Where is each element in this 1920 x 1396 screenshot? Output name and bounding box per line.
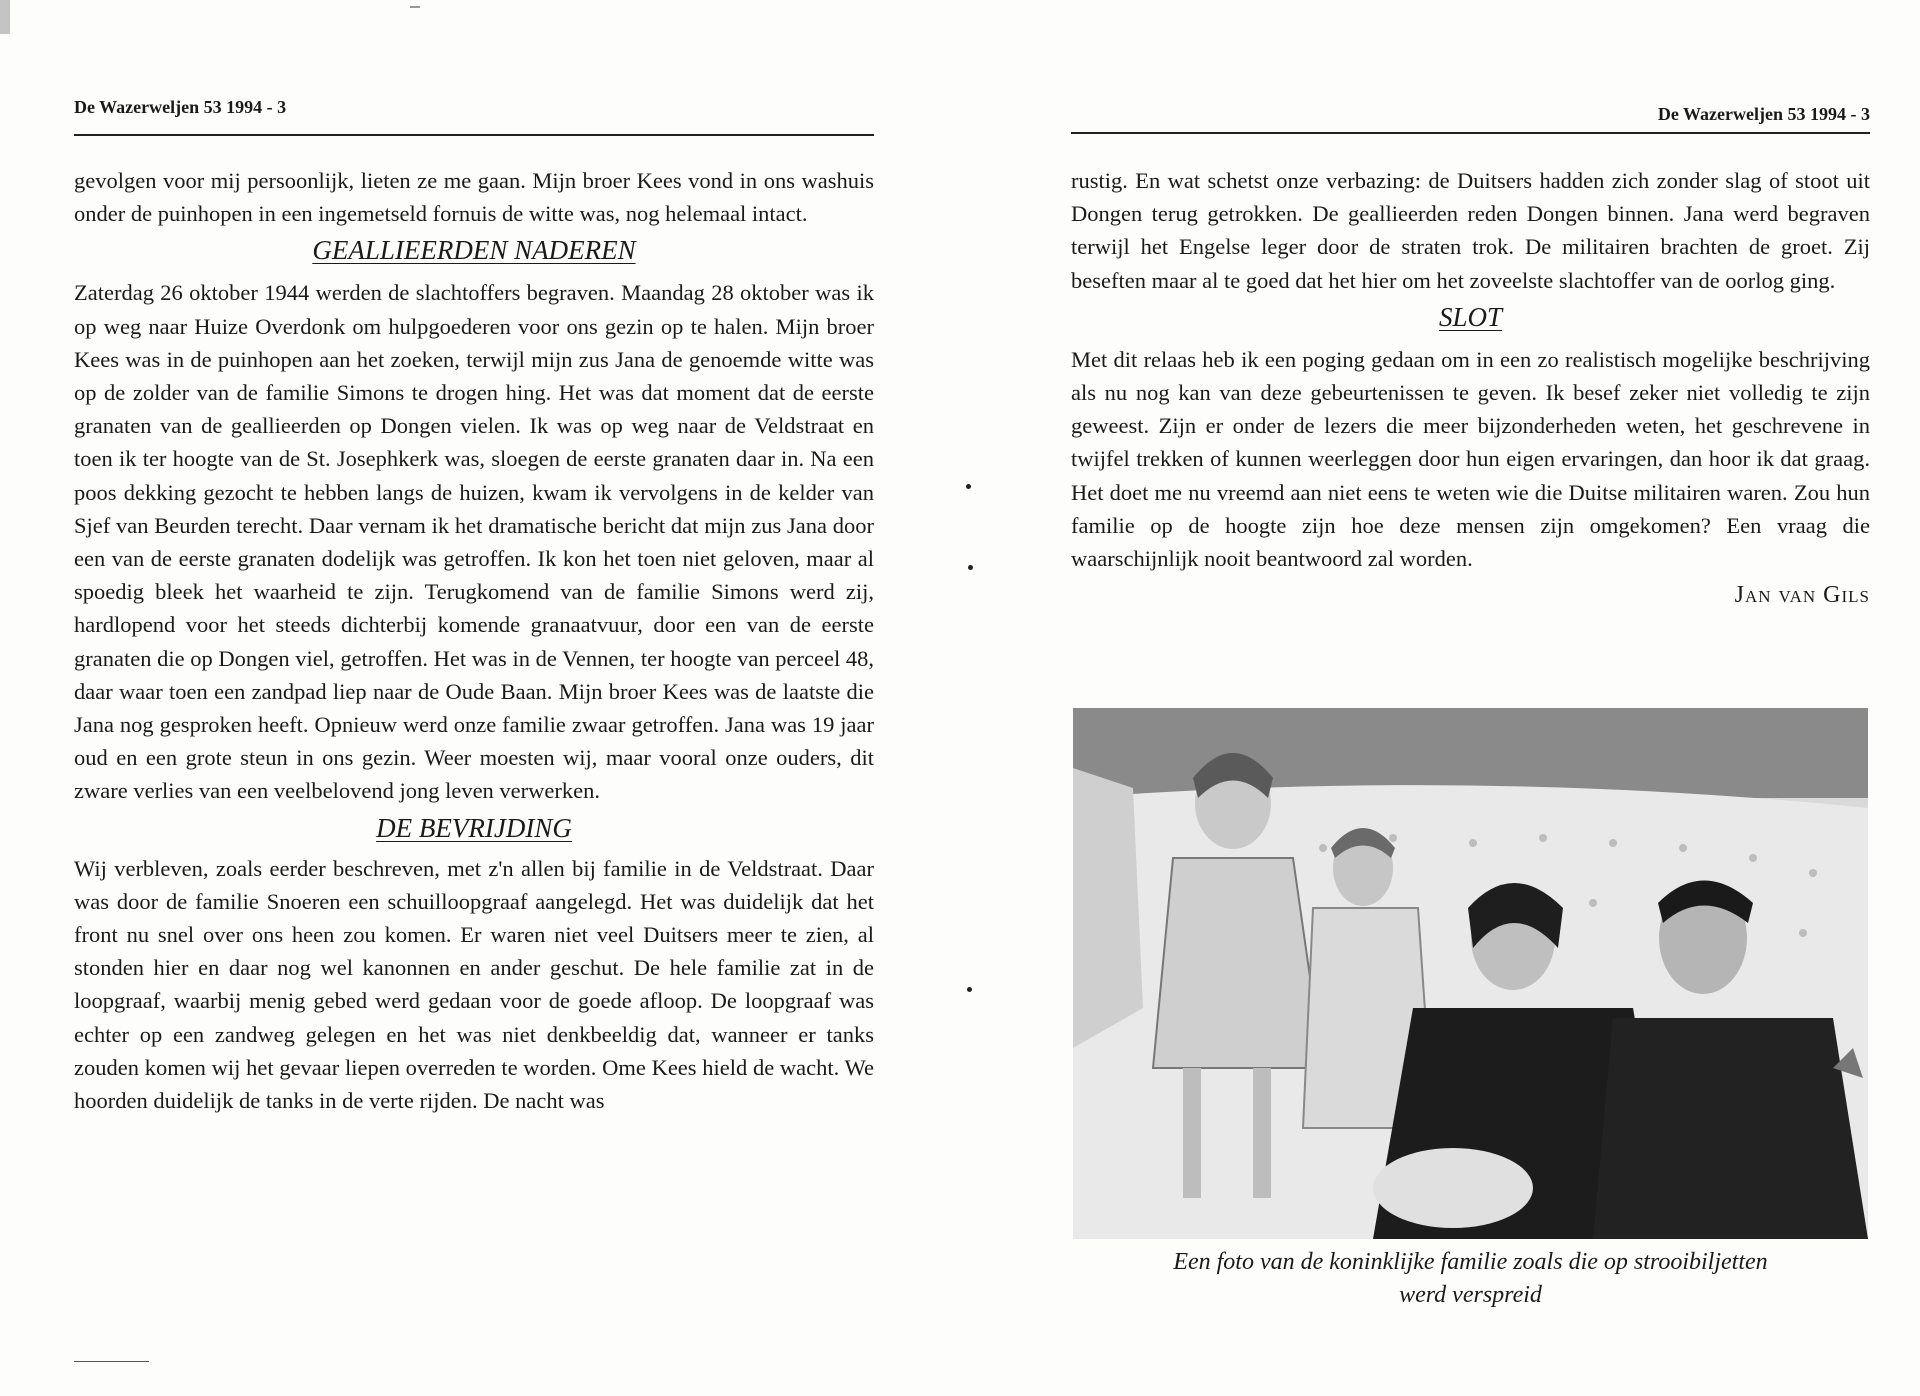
caption-line-1: Een foto van de koninklijke familie zoals die op strooibiljetten [1173, 1249, 1768, 1275]
body-slot: Met dit relaas heb ik een poging gedaan om in een zo realistisch mogelijke beschrijving als nu nog kan van deze gebeurtenissen te geven. Ik besef zeker niet volledig te zijn geweest. Zijn er onder de lezers die meer bijzonderheden weten, het geschrevene in twijfel trekken of kunnen weerleggen door hun eigen ervaringen, dan hoor ik dat graag. Het doet me nu vreemd aan niet eens te weten wie die Duitse militairen waren. Zou hun familie op de hoogte zijn hoe deze mensen zijn omgekomen? Een vraag die waarschijnlijk nooit beantwoord zal worden. [1071, 346, 1870, 572]
right-intro-paragraph: rustig. En wat schetst onze verbazing: de Duitsers hadden zich zonder slag of stoot uit Dongen terug getrokken. De geallieerden reden Dongen binnen. Jana werd begraven terwijl het Engelse leger door de straten trok. De militairen brachten de groet. Zij beseften maar al te goed dat het hier om het zoveelste slachtoffer van de oorlog ging. [1071, 168, 1870, 293]
photo-caption [1071, 1246, 1870, 1312]
heading-slot: SLOT [1438, 301, 1503, 332]
left-running-head: De Wazerweljen 53 1994 - 3 [74, 97, 287, 117]
scan-corner-mark [0, 0, 10, 34]
left-intro-paragraph: gevolgen voor mij persoonlijk, lieten ze me gaan. Mijn broer Kees vond in ons washuis onder de puinhopen in een ingemetseld fornuis de witte was, nog helemaal intact. [74, 168, 874, 227]
body-geallieerden-naderen: Zaterdag 26 oktober 1944 werden de slachtoffers begraven. Maandag 28 oktober was ik op weg naar Huize Overdonk om hulpgoederen voor ons gezin op te halen. Mijn broer Kees was in de puinhopen aan het zoeken, terwijl mijn zus Jana de genoemde witte was op de zolder van de familie Simons te drogen hing. Het was dat moment dat de eerste granaten van de geallieerden op Dongen vielen. Ik was op weg naar de Veldstraat en toen ik ter hoogte van de St. Josephkerk was, sloegen de eerste granaten daar in. Na een poos dekking gezocht te hebben langs de huizen, kwam ik vervolgens in de kelder van Sjef van Beurden terecht. Daar vernam ik het dramatische bericht dat mijn zus Jana door een van de eerste granaten dodelijk was getroffen. Ik kon het toen niet geloven, maar al spoedig bleek het waarheid te zijn. Terugkomend van de familie Simons werd zij, hardlopend voor het steeds dichterbij komende granaatvuur, door een van de eerste granaten die op Dongen viel, getroffen. Het was in de Vennen, ter hoogte van perceel 48, daar waar toen een zandpad liep naar de Oude Baan. Mijn broer Kees was de laatste die Jana nog gesproken heeft. Opnieuw werd onze familie zwaar getroffen. Jana was 19 jaar oud en een grote steun in ons gezin. Weer moesten wij, maar vooral onze ouders, dit zware verlies van een veelbelovend jong leven verwerken. [74, 280, 874, 804]
gutter-dot [967, 987, 972, 992]
gutter-dot [968, 565, 973, 570]
gutter-dot [966, 484, 971, 489]
left-text-column [74, 164, 874, 1117]
right-running-head: De Wazerweljen 53 1994 - 3 [1657, 104, 1870, 124]
photo-illustration [1073, 708, 1868, 1239]
right-text-column [1071, 164, 1870, 615]
royal-family-photo [1073, 708, 1868, 1239]
left-header-rule [74, 134, 874, 136]
body-de-bevrijding: Wij verbleven, zoals eerder beschreven, met z'n allen bij familie in de Veldstraat. Daar was door de familie Snoeren een schuilloopgraaf aangelegd. Het was duidelijk dat het front nu snel over ons heen zou komen. Er waren niet veel Duitsers meer te zien, al stonden hier en daar nog wel kanonnen en ander geschut. De hele familie zat in de loopgraaf, waarbij menig gebed werd gedaan voor de goede afloop. De loopgraaf was echter op een zandweg gelegen en het was niet denkbeeldig dat, wanneer er tanks zouden komen wij het gevaar liepen overreden te worden. Ome Kees hield de wacht. We hoorden duidelijk de tanks in de verte rijden. De nacht was [74, 855, 874, 1114]
scan-artifact-dash [410, 6, 420, 8]
heading-geallieerden-naderen: GEALLIEERDEN NADEREN [312, 235, 636, 266]
author-signature: Jan van Gils [1734, 582, 1870, 609]
footer-rule [74, 1361, 149, 1362]
right-header-rule [1071, 132, 1870, 134]
heading-de-bevrijding: DE BEVRIJDING [376, 812, 572, 843]
caption-line-2: werd verspreid [1399, 1282, 1542, 1308]
